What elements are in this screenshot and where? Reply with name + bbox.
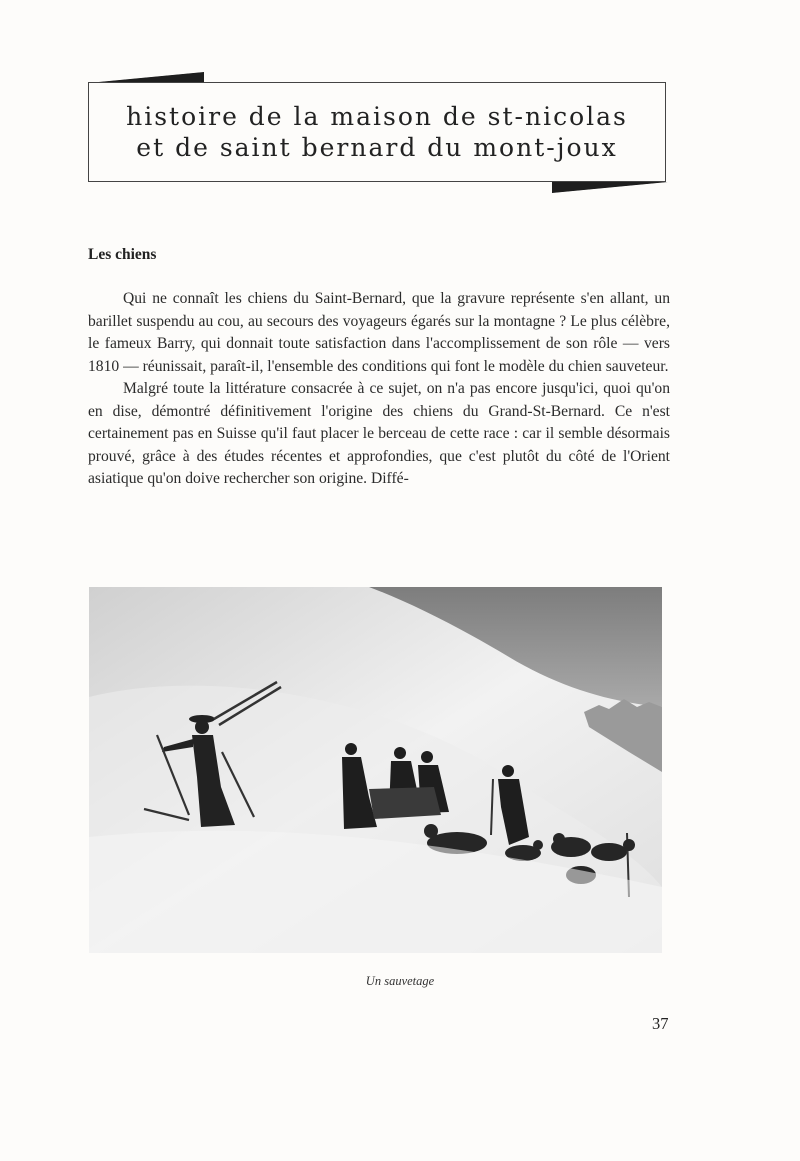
title-line-1: histoire de la maison de st-nicolas xyxy=(126,102,628,131)
title-box xyxy=(88,82,666,182)
paragraph-2: Malgré toute la littérature consacrée à ce sujet, on n'a pas encore jusqu'ici, quoi qu'on en dise, démontré définitivement l'origine des chiens du Grand-St-Bernard. Ce n'est certainement pas en Suisse qu'il faut placer le berceau de cette race : car il semble désormais prouvé, grâce à des études récentes et approfondies, que c'est plutôt du côté de l'Orient asiatique qu'on doive rechercher son origine. Diffé- xyxy=(88,380,670,487)
photo-illustration xyxy=(89,587,662,953)
section-heading: Les chiens xyxy=(88,246,157,263)
body-text xyxy=(88,288,670,491)
page-number: 37 xyxy=(652,1014,669,1033)
rescue-photograph xyxy=(89,587,662,953)
paragraph-1: Qui ne connaît les chiens du Saint-Bernard, que la gravure représente s'en allant, un barillet suspendu au cou, au secours des voyageurs égarés sur la montagne ? Le plus célèbre, le fameux Barry, qui donnait toute satisfaction dans l'accomplissement de son rôle — vers 1810 — réunissait, paraît-il, l'ensemble des conditions qui font le modèle du chien sauveteur. xyxy=(88,290,670,375)
title-ornament-bottom xyxy=(552,182,668,193)
title-line-2: et de saint bernard du mont-joux xyxy=(136,133,618,162)
figure-caption: Un sauvetage xyxy=(365,974,435,988)
